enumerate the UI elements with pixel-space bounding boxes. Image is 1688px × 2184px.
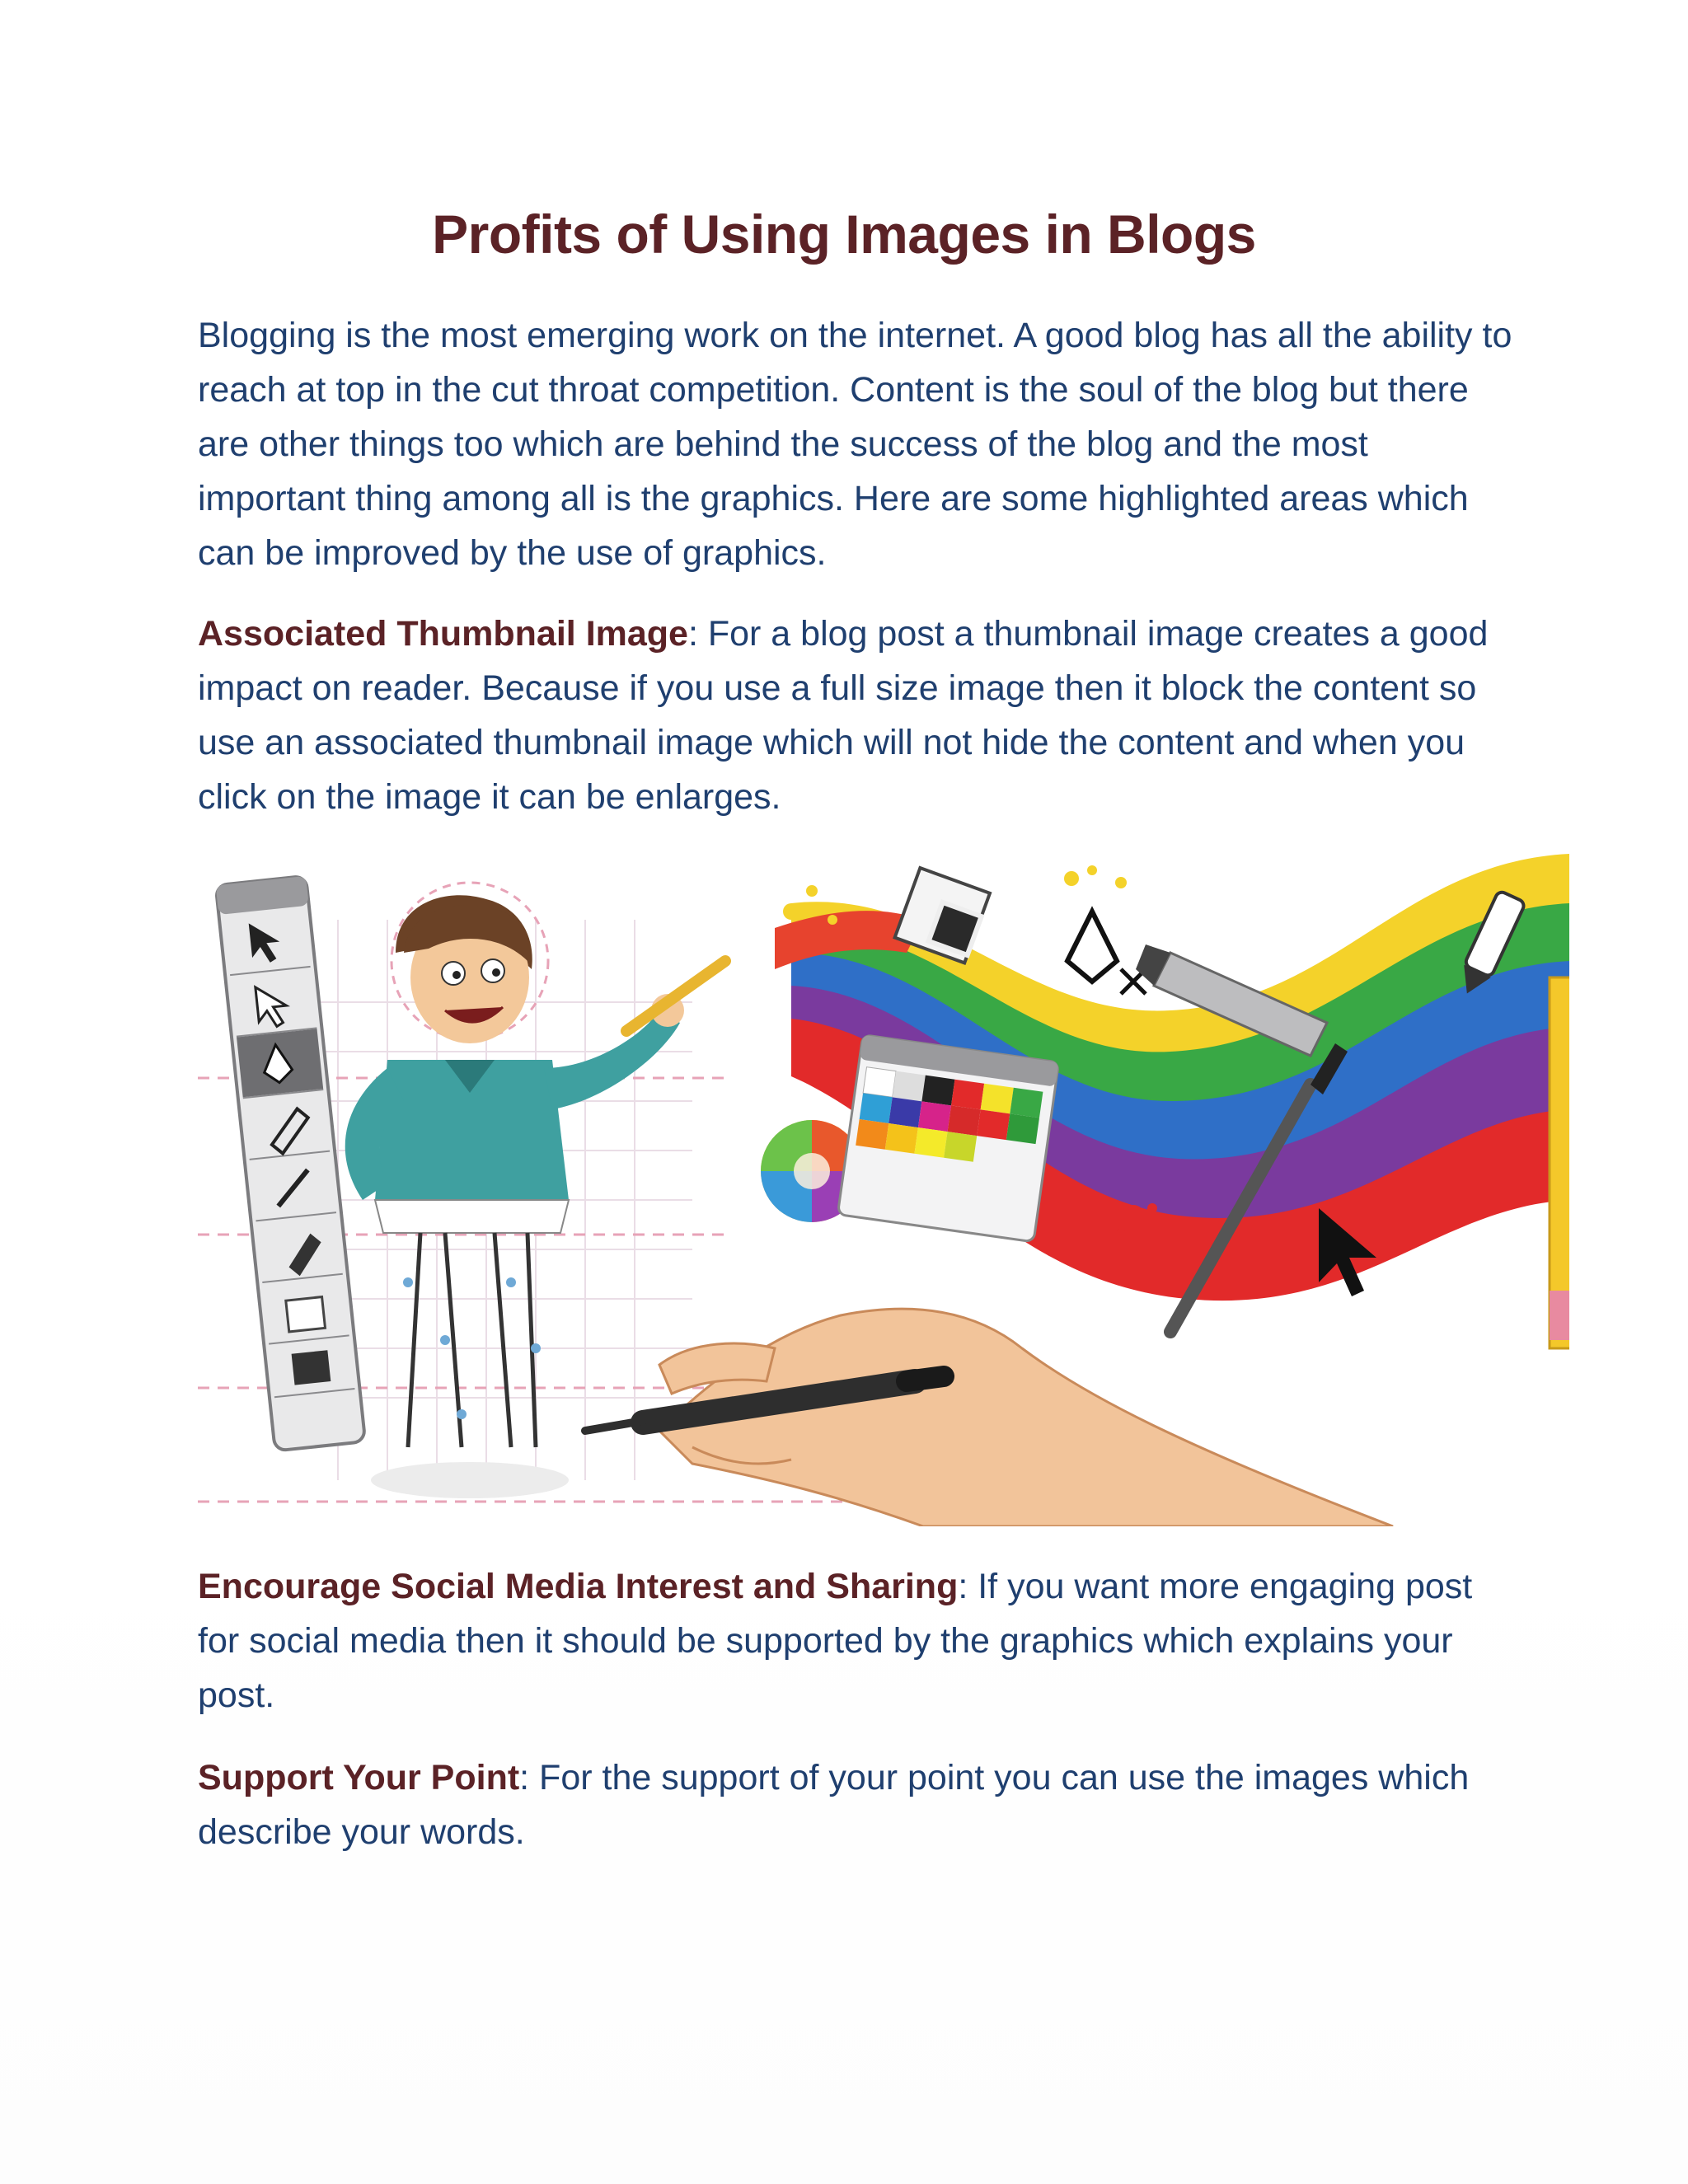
section-support-point: [198, 1750, 1517, 1859]
section-heading: Encourage Social Media Interest and Sharing: [198, 1567, 959, 1606]
section-heading: Support Your Point: [198, 1758, 520, 1797]
section-social-media: [198, 1559, 1517, 1722]
page-title: Profits of Using Images in Blogs: [432, 204, 1256, 265]
design-illustration: [198, 854, 1569, 1526]
section-text: : For the support of your point you can use the images which describe your words.: [198, 1758, 1470, 1852]
intro-paragraph: Blogging is the most emerging work on the internet. A good blog has all the ability to reach at top in the cut throat competition. Content is the soul of the blog but there are other things too which are behind the success of the blog and the most important thing among all is the graphics. Here are some highlighted areas which can be improved by the use of graphics.: [198, 316, 1512, 573]
section-heading: Associated Thumbnail Image: [198, 614, 688, 654]
floating-pen-tool-icon: [1067, 912, 1146, 994]
section-thumbnail: [198, 607, 1517, 824]
section-text: : For a blog post a thumbnail image creates a good impact on reader. Because if you use a full size image then it block the content so use an associated thumbnail image which will not hide the content and when you click on the image it can be enlarges.: [198, 614, 1489, 817]
swatch-palette-icon: [837, 1035, 1058, 1242]
toolbox-icon: [216, 876, 366, 1451]
section-text: : If you want more engaging post for social media then it should be supported by the graphics which explains your post.: [198, 1567, 1473, 1715]
hand-with-stylus: [585, 1309, 1393, 1526]
